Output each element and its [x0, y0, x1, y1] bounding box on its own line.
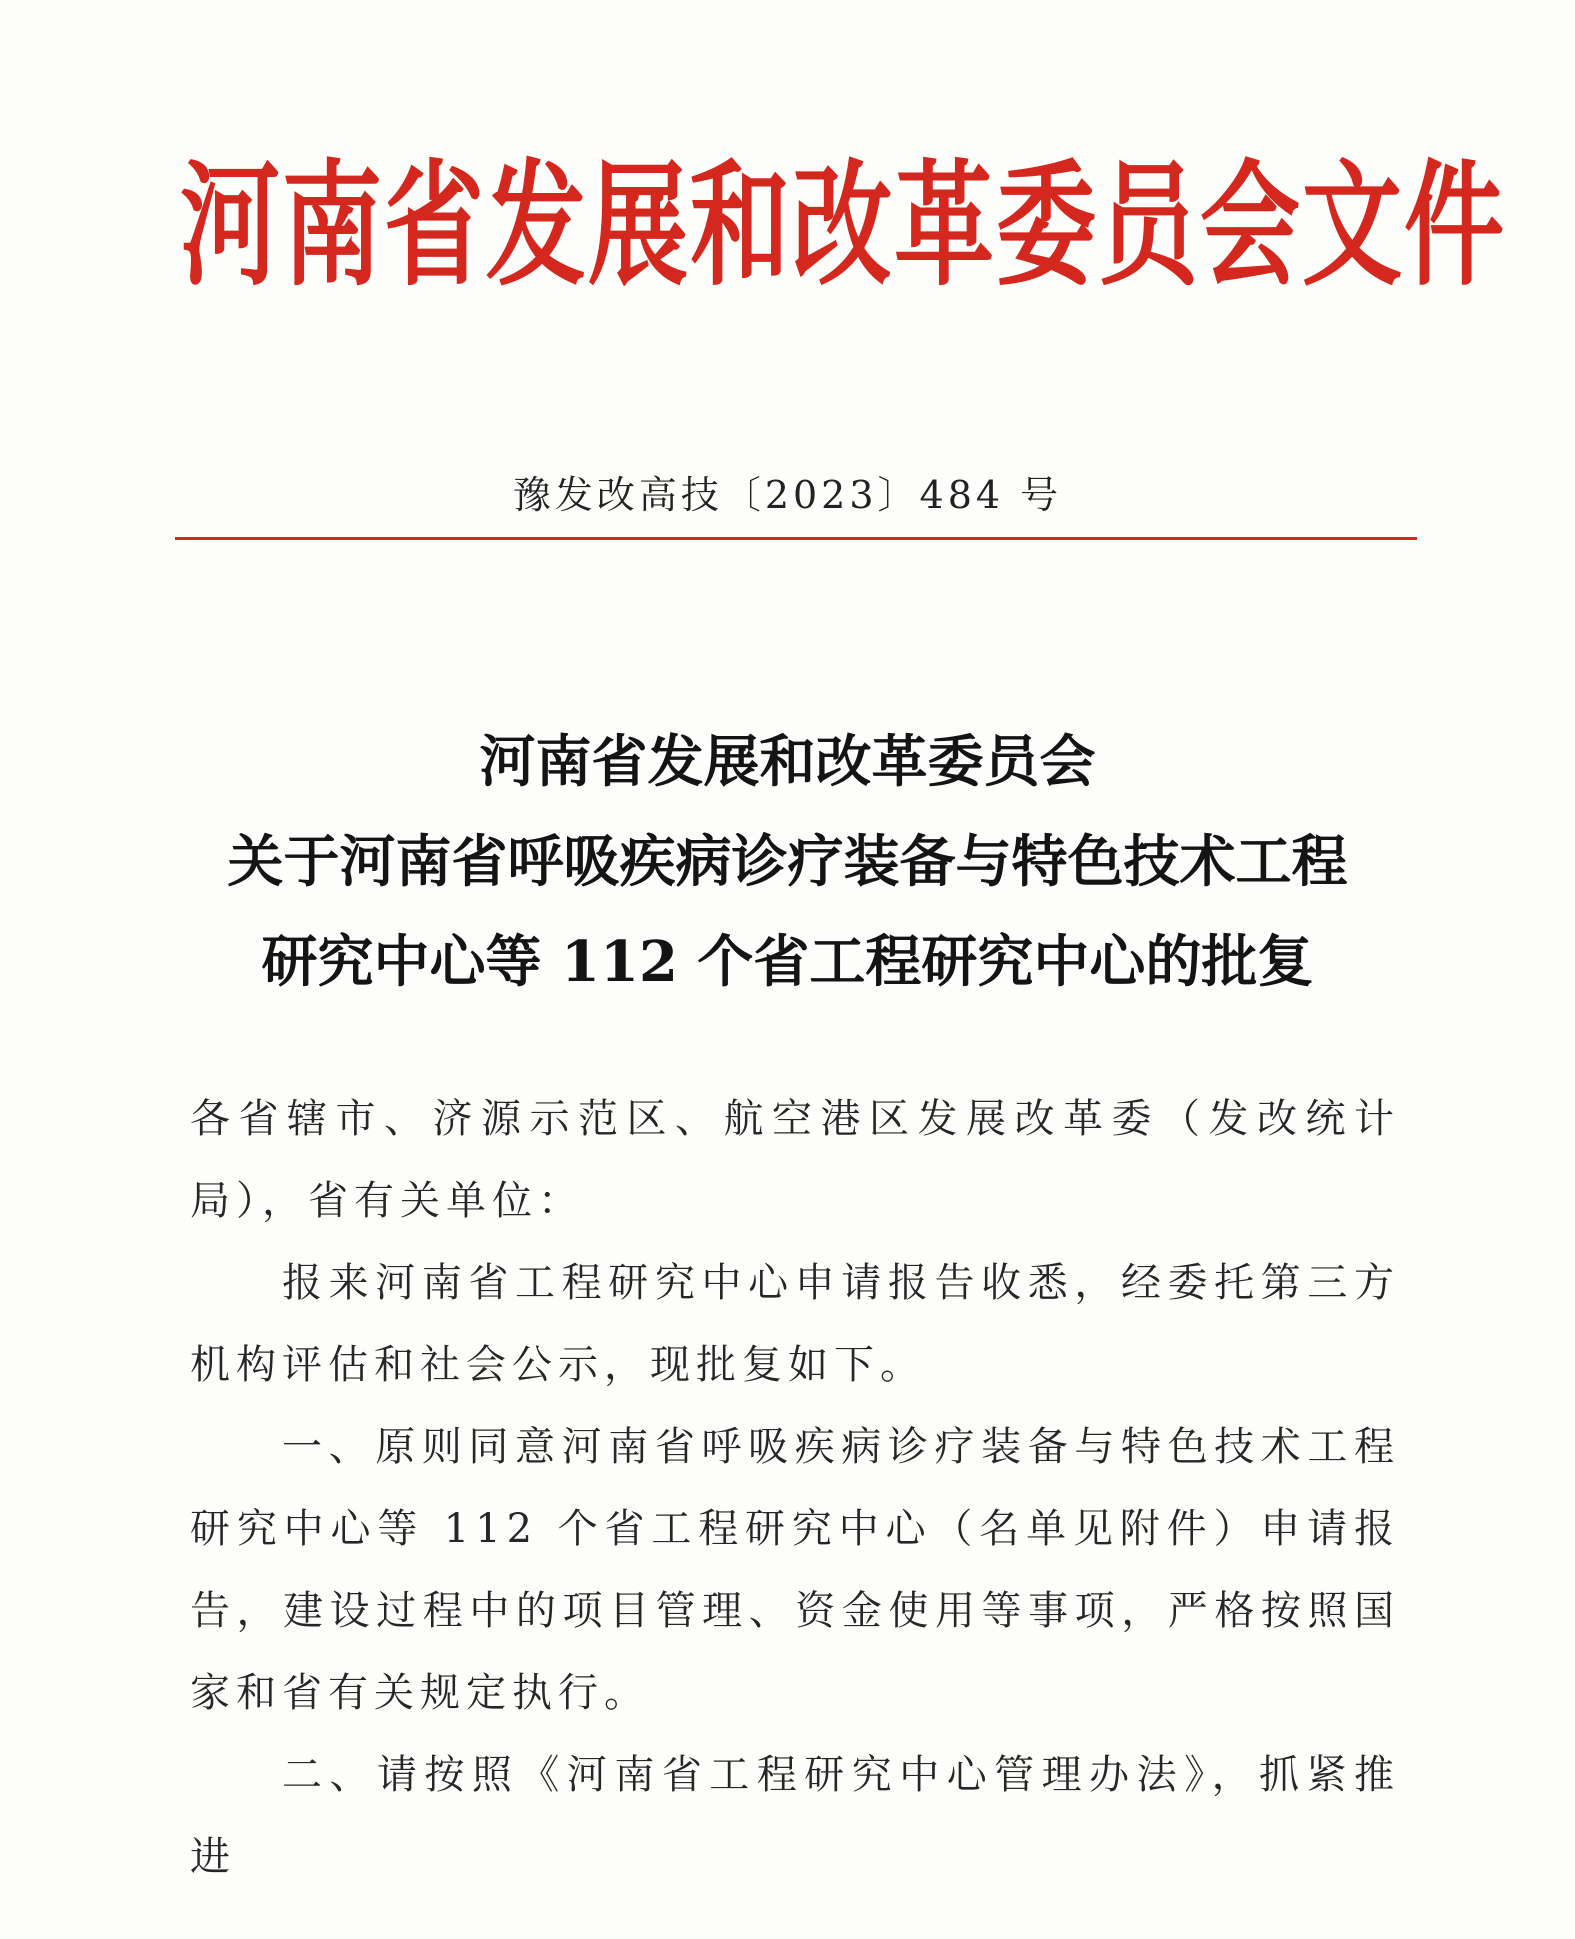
document-masthead: 河南省发展和改革委员会文件 [180, 145, 1506, 305]
document-number: 豫发改高技〔2023〕484 号 [512, 473, 1063, 517]
title-line-2: 关于河南省呼吸疾病诊疗装备与特色技术工程 [227, 829, 1348, 895]
recipients-paragraph: 各省辖市、济源示范区、航空港区发展改革委（发改统计局），省有关单位： [190, 1096, 1400, 1224]
title-line-1: 河南省发展和改革委员会 [479, 729, 1096, 795]
body-paragraph-2: 一、原则同意河南省呼吸疾病诊疗装备与特色技术工程研究中心等 112 个省工程研究中心（名单见附件）申请报告，建设过程中的项目管理、资金使用等事项，严格按照国家和省有关规定执行。 [190, 1424, 1400, 1716]
body-paragraph-1: 报来河南省工程研究中心申请报告收悉，经委托第三方机构评估和社会公示，现批复如下。 [190, 1260, 1400, 1388]
red-divider-line [175, 537, 1417, 540]
document-body [190, 1078, 1400, 1898]
document-title [100, 712, 1475, 1012]
body-paragraph-3: 二、请按照《河南省工程研究中心管理办法》，抓紧推进 [190, 1752, 1400, 1880]
title-line-3: 研究中心等 112 个省工程研究中心的批复 [261, 929, 1314, 995]
